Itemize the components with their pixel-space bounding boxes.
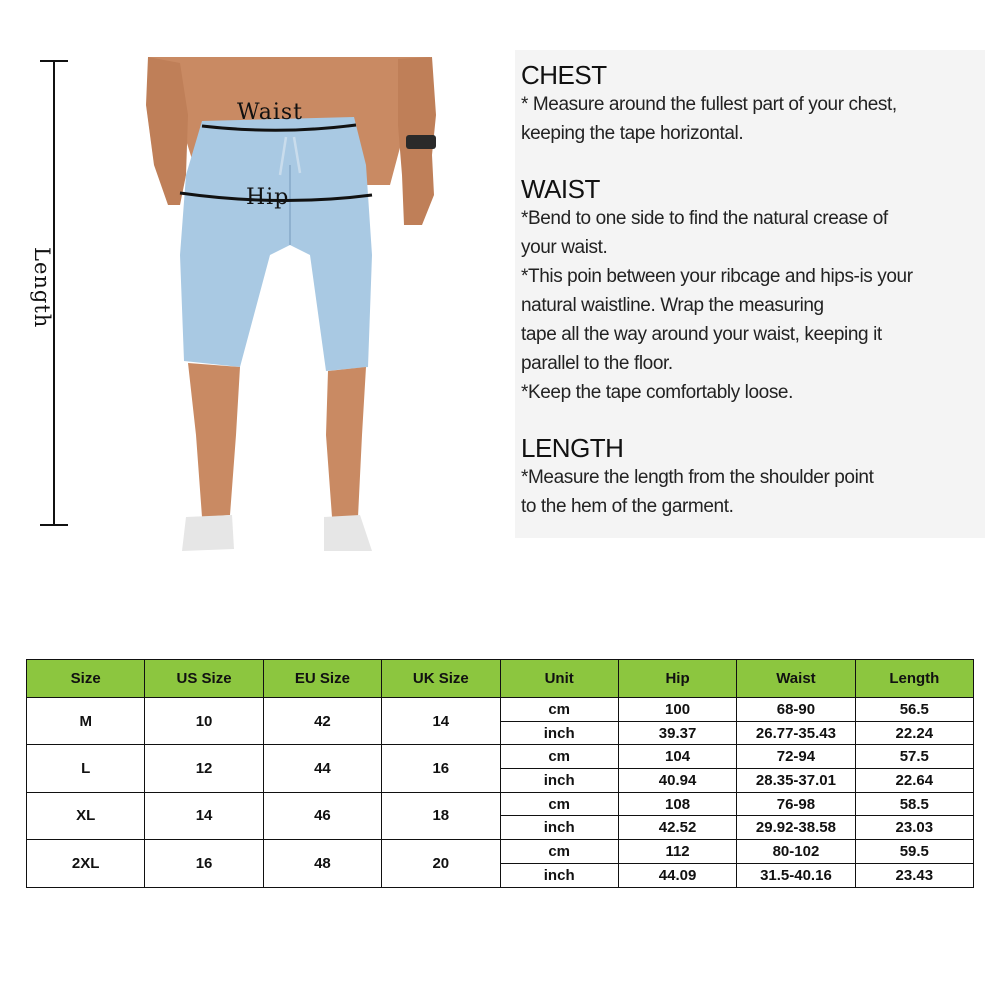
eu-size-cell: 46 [263,792,381,839]
eu-size-cell: 44 [263,745,381,792]
size-chart-table [26,659,974,888]
table-row [27,840,974,864]
size-cell: M [27,698,145,745]
left-shoe [182,515,234,551]
unit-cell: inch [500,816,618,840]
waist-cell: 26.77-35.43 [737,721,855,745]
length-line: *Measure the length from the shoulder point [521,467,874,488]
waist-cell: 76-98 [737,792,855,816]
size-cell: L [27,745,145,792]
waist-cell: 31.5-40.16 [737,863,855,887]
us-size-cell: 10 [145,698,263,745]
uk-size-cell: 16 [382,745,500,792]
header-uk-size: UK Size [382,660,500,698]
us-size-cell: 16 [145,840,263,887]
model-figure [0,0,500,600]
waist-line: natural waistline. Wrap the measuring [521,295,824,316]
header-size: Size [27,660,145,698]
uk-size-cell: 18 [382,792,500,839]
length-bar-bottom-cap [40,524,68,526]
hip-cell: 108 [618,792,736,816]
us-size-cell: 14 [145,792,263,839]
hip-label: Hip [246,185,290,210]
right-shoe [324,515,372,551]
unit-cell: inch [500,721,618,745]
length-cell: 22.24 [855,721,973,745]
uk-size-cell: 14 [382,698,500,745]
length-cell: 23.03 [855,816,973,840]
header-hip: Hip [618,660,736,698]
length-section [521,433,985,521]
left-leg [188,363,240,517]
length-label: Length [30,247,54,329]
chest-line: keeping the tape horizontal. [521,123,744,144]
chest-section [521,60,985,148]
unit-cell: cm [500,745,618,769]
length-title: LENGTH [521,433,624,463]
right-leg [326,367,366,517]
eu-size-cell: 48 [263,840,381,887]
unit-cell: cm [500,698,618,722]
header-us-size: US Size [145,660,263,698]
unit-cell: inch [500,863,618,887]
hip-cell: 40.94 [618,769,736,793]
hip-cell: 112 [618,840,736,864]
waist-cell: 72-94 [737,745,855,769]
table-header-row [27,660,974,698]
hip-cell: 42.52 [618,816,736,840]
table-row [27,698,974,722]
hip-cell: 100 [618,698,736,722]
header-waist: Waist [737,660,855,698]
length-cell: 58.5 [855,792,973,816]
waist-cell: 68-90 [737,698,855,722]
waist-line: tape all the way around your waist, keeping it [521,324,882,345]
waist-line: your waist. [521,237,608,258]
header-eu-size: EU Size [263,660,381,698]
waist-cell: 80-102 [737,840,855,864]
header-unit: Unit [500,660,618,698]
header-length: Length [855,660,973,698]
length-cell: 23.43 [855,863,973,887]
length-cell: 56.5 [855,698,973,722]
watch [406,135,436,149]
chest-title: CHEST [521,60,607,90]
hip-cell: 39.37 [618,721,736,745]
table-row [27,745,974,769]
unit-cell: cm [500,792,618,816]
chest-line: * Measure around the fullest part of your chest, [521,94,897,115]
waist-section [521,174,985,407]
waist-line: *This poin between your ribcage and hips-is your [521,266,913,287]
waist-label: Waist [237,100,303,125]
length-line: to the hem of the garment. [521,496,734,517]
waist-line: *Bend to one side to find the natural crease of [521,208,888,229]
uk-size-cell: 20 [382,840,500,887]
waist-line: parallel to the floor. [521,353,673,374]
left-arm [146,57,188,205]
length-cell: 57.5 [855,745,973,769]
size-cell: 2XL [27,840,145,887]
hip-cell: 104 [618,745,736,769]
waist-line: *Keep the tape comfortably loose. [521,382,793,403]
length-cell: 22.64 [855,769,973,793]
unit-cell: inch [500,769,618,793]
us-size-cell: 12 [145,745,263,792]
waist-cell: 28.35-37.01 [737,769,855,793]
waist-title: WAIST [521,174,600,204]
eu-size-cell: 42 [263,698,381,745]
table-row [27,792,974,816]
measurement-instructions [515,50,985,538]
waist-cell: 29.92-38.58 [737,816,855,840]
model-wearing-shorts-illustration [140,55,440,555]
size-cell: XL [27,792,145,839]
length-cell: 59.5 [855,840,973,864]
hip-cell: 44.09 [618,863,736,887]
shorts [180,117,372,371]
unit-cell: cm [500,840,618,864]
